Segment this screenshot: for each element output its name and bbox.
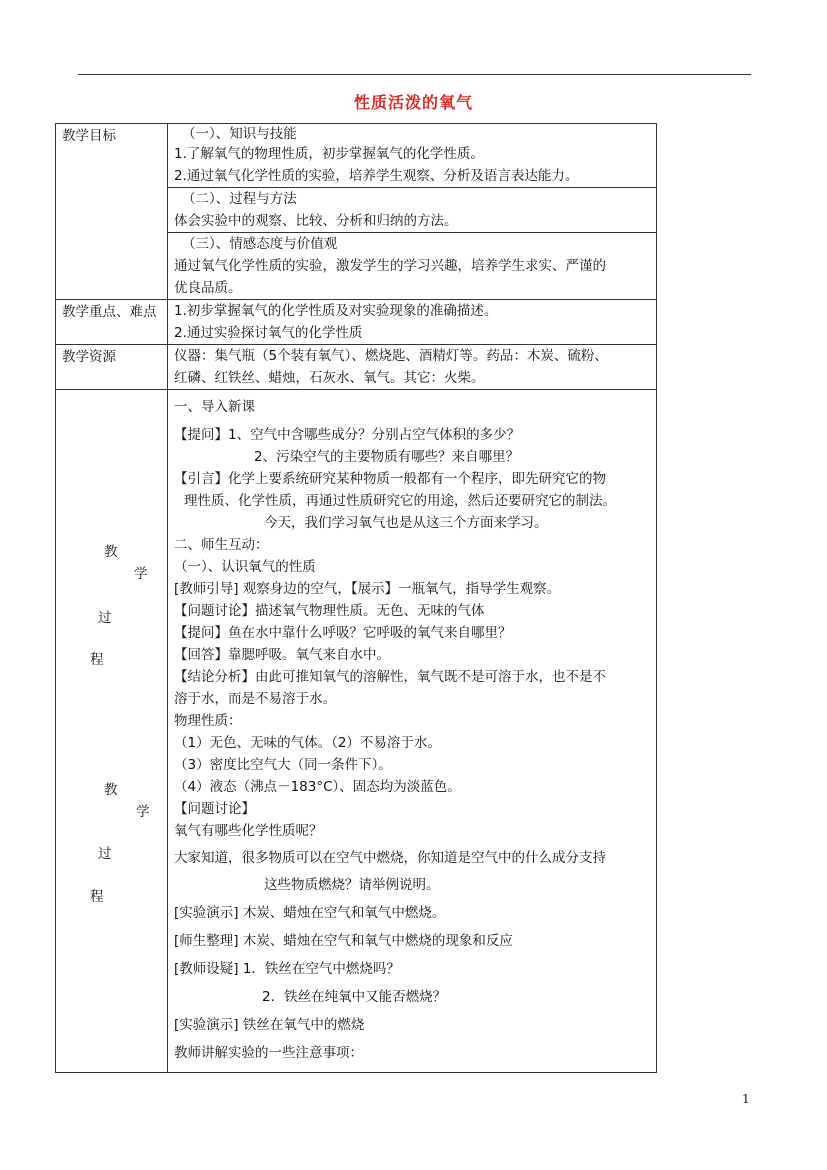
- key-point-line: 1.初步掌握氧气的化学性质及对实验现象的准确描述。: [174, 303, 498, 319]
- process-label-char: 过: [98, 846, 112, 862]
- header-rule: [78, 74, 751, 75]
- process-label-char: 学: [134, 566, 148, 582]
- process-line: 【提问】鱼在水中靠什么呼吸？它呼吸的氧气来自哪里？: [174, 625, 512, 641]
- process-label-char: 教: [104, 544, 118, 560]
- document-title: 性质活泼的氧气: [353, 93, 473, 112]
- process-label-char: 程: [90, 652, 104, 668]
- process-line: 二、师生互动：: [174, 537, 269, 553]
- objectives-row-1: [56, 124, 657, 188]
- process-line: （3）密度比空气大（同一条件下）。: [174, 757, 392, 773]
- process-label-char: 学: [136, 804, 150, 820]
- process-line: [实验演示] 铁丝在氧气中的燃烧: [174, 1017, 365, 1033]
- process-line: （一）、认识氧气的性质: [174, 559, 316, 575]
- objective-heading: （一）、知识与技能: [182, 126, 297, 142]
- process-label-char: 程: [90, 889, 104, 905]
- process-line: 大家知道，很多物质可以在空气中燃烧，你知道是空气中的什么成分支持: [174, 850, 606, 866]
- objective-line: 体会实验中的观察、比较、分析和归纳的方法。: [174, 213, 458, 229]
- process-line: [实验演示] 木炭、蜡烛在空气和氧气中燃烧。: [174, 905, 446, 921]
- process-line: 【引言】化学上要系统研究某种物质一般都有一个程序，即先研究它的物: [174, 471, 606, 487]
- resource-line: 仪器：集气瓶（5个装有氧气）、燃烧匙、酒精灯等。药品：木炭、硫粉、: [174, 348, 608, 364]
- resource-line: 红磷、红铁丝、蜡烛，石灰水、氧气。其它：火柴。: [174, 370, 485, 386]
- resources-row: [56, 345, 657, 390]
- process-line: 这些物质燃烧？请举例说明。: [264, 877, 440, 893]
- objective-heading: （三）、情感态度与价值观: [182, 236, 338, 252]
- process-line: 2．铁丝在纯氧中又能否燃烧？: [262, 989, 447, 1005]
- process-line: 2、污染空气的主要物质有哪些？来自哪里？: [254, 449, 520, 465]
- page-number: 1: [742, 1092, 750, 1106]
- resources-cell: [168, 345, 657, 390]
- key-points-cell: [168, 300, 657, 345]
- process-line: [师生整理] 木炭、蜡烛在空气和氧气中燃烧的现象和反应: [174, 933, 513, 949]
- key-points-label: 教学重点、难点: [56, 300, 168, 345]
- process-line: （1）无色、无味的气体。（2）不易溶于水。: [174, 735, 441, 751]
- objective-line: 2.通过氧气化学性质的实验，培养学生观察、分析及语言表达能力。: [174, 168, 579, 184]
- objective-line: 1.了解氧气的物理性质，初步掌握氧气的化学性质。: [174, 146, 484, 162]
- process-content: [168, 390, 657, 1073]
- process-line: [教师引导] 观察身边的空气，【展示】一瓶氧气，指导学生观察。: [174, 581, 561, 597]
- key-points-row: [56, 300, 657, 345]
- process-row: [56, 390, 657, 1073]
- process-line: 一、导入新课: [174, 399, 255, 415]
- process-line: [教师设疑] 1．铁丝在空气中燃烧吗？: [174, 961, 400, 977]
- process-line: 理性质、化学性质，再通过性质研究它的用途，然后还要研究它的制法。: [184, 493, 616, 509]
- objective-line: 优良品质。: [174, 280, 242, 296]
- objectives-knowledge: [168, 124, 657, 188]
- process-line: 【问题讨论】: [174, 801, 255, 817]
- process-line: 物理性质：: [174, 713, 242, 729]
- objective-heading: （二）、过程与方法: [182, 191, 297, 207]
- process-label-char: 过: [98, 610, 112, 626]
- lesson-plan-table: [55, 123, 657, 1073]
- objective-line: 通过氧气化学性质的实验，激发学生的学习兴趣，培养学生求实、严谨的: [174, 258, 606, 274]
- process-line: 【问题讨论】描述氧气物理性质。无色、无味的气体: [174, 603, 485, 619]
- process-line: 溶于水，而是不易溶于水。: [174, 691, 336, 707]
- process-line: 教师讲解实验的一些注意事项：: [174, 1045, 363, 1061]
- process-line: 【回答】靠腮呼吸。氧气来自水中。: [174, 647, 390, 663]
- process-line: 【提问】1、空气中含哪些成分？分别占空气体积的多少？: [174, 427, 521, 443]
- objectives-process: [168, 188, 657, 233]
- process-line: 【结论分析】由此可推知氧气的溶解性，氧气既不是可溶于水，也不是不: [174, 669, 606, 685]
- process-line: 今天，我们学习氧气也是从这三个方面来学习。: [264, 515, 548, 531]
- process-label-char: 教: [104, 782, 118, 798]
- resources-label: 教学资源: [56, 345, 168, 390]
- objectives-attitude: [168, 233, 657, 300]
- objectives-label: 教学目标: [56, 124, 168, 300]
- process-label: [56, 390, 168, 1073]
- process-line: （4）液态（沸点－183°C）、固态均为淡蓝色。: [174, 779, 461, 795]
- key-point-line: 2.通过实验探讨氧气的化学性质: [174, 325, 363, 341]
- process-line: 氧气有哪些化学性质呢？: [174, 823, 323, 839]
